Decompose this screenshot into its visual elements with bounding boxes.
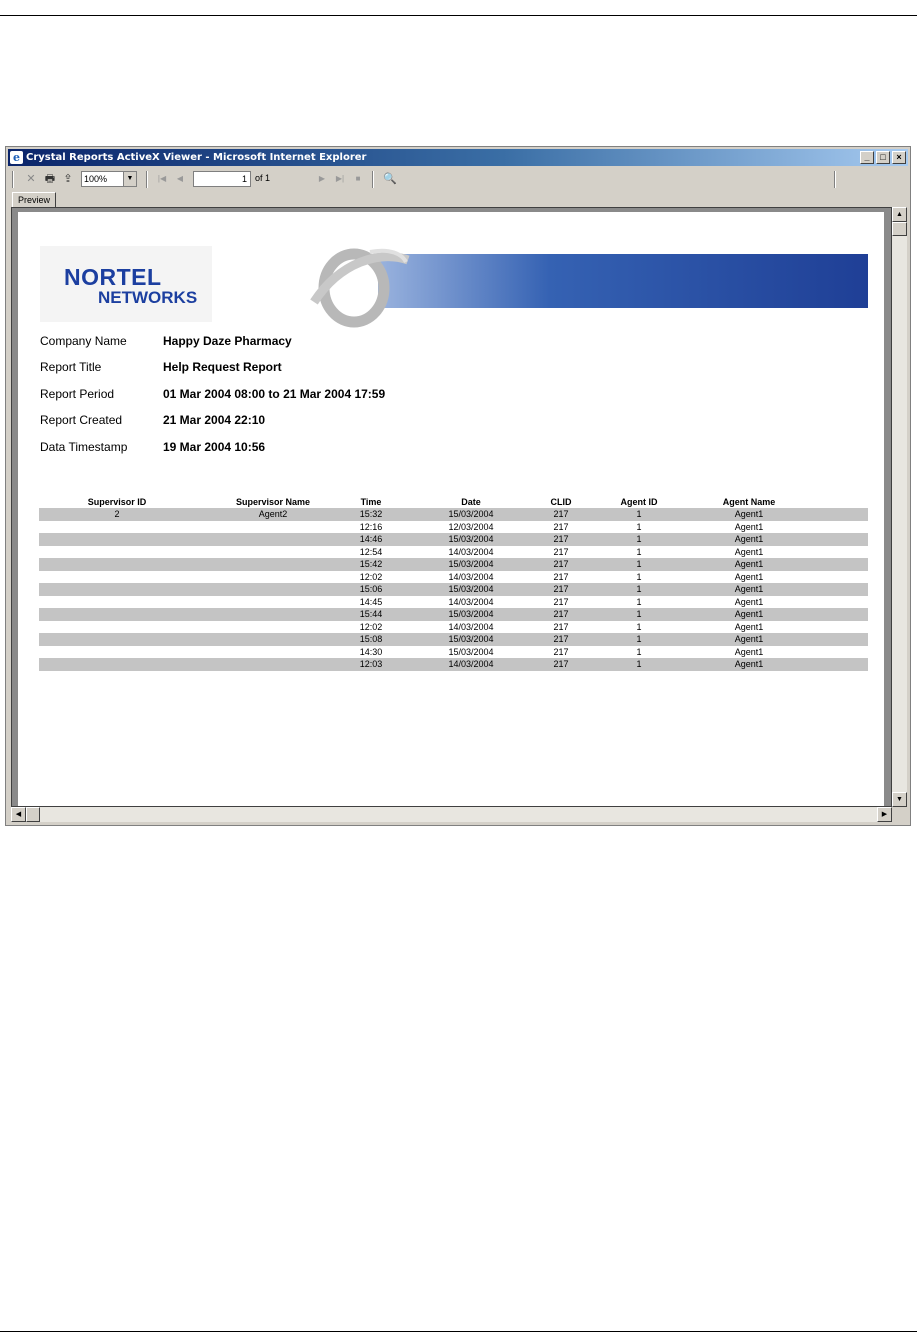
browser-window (5, 146, 911, 826)
table-cell: 15/03/2004 (448, 509, 494, 519)
table-cell: 15/03/2004 (448, 634, 494, 644)
table-cell: 14/03/2004 (448, 571, 494, 582)
page-bottom-rule (0, 1331, 917, 1332)
meta-value: Happy Daze Pharmacy (163, 334, 292, 348)
table-cell: 1 (636, 571, 642, 582)
table-cell: 15/03/2004 (448, 559, 494, 569)
header-banner (378, 254, 868, 308)
table-cell: 217 (553, 621, 569, 632)
table-cell: 217 (553, 559, 569, 569)
table-cell: 14:45 (359, 596, 383, 607)
table-cell: 14:30 (359, 646, 383, 657)
table-cell: 15:06 (359, 584, 383, 594)
table-cell: 2 (114, 509, 120, 519)
table-cell: Agent1 (734, 646, 764, 657)
table-cell: 15/03/2004 (448, 584, 494, 594)
table-cell: Agent1 (734, 534, 764, 544)
print-icon[interactable]: 🖶 (44, 173, 56, 185)
table-cell: 217 (553, 646, 569, 657)
toolbar-separator (372, 171, 374, 188)
table-cell: 217 (553, 634, 569, 644)
table-row (39, 608, 868, 621)
table-cell: Agent1 (734, 521, 764, 532)
scroll-right-icon[interactable]: ▶ (877, 807, 892, 822)
horizontal-scroll-thumb[interactable] (26, 807, 40, 822)
help-request-table (39, 496, 868, 671)
previous-page-icon[interactable]: ◀ (176, 174, 184, 183)
scroll-left-icon[interactable]: ◀ (11, 807, 26, 822)
meta-label: Report Title (40, 360, 102, 374)
table-cell: 1 (636, 559, 642, 569)
table-cell: 217 (553, 509, 569, 519)
meta-value: Help Request Report (163, 360, 282, 374)
table-row (39, 546, 868, 559)
stop-icon[interactable]: ■ (355, 174, 361, 183)
meta-label: Report Created (40, 413, 123, 427)
horizontal-scrollbar[interactable] (11, 807, 892, 822)
table-cell: 15:32 (359, 509, 383, 519)
table-cell: Agent1 (734, 621, 764, 632)
meta-value: 21 Mar 2004 22:10 (163, 413, 266, 427)
column-header: Agent Name (722, 497, 776, 507)
maximize-button[interactable]: □ (876, 151, 890, 164)
table-cell: 15:44 (359, 609, 383, 619)
table-cell: Agent2 (258, 509, 288, 519)
meta-label: Company Name (40, 334, 127, 348)
meta-value: 19 Mar 2004 10:56 (163, 440, 266, 454)
table-cell: 217 (553, 546, 569, 557)
table-row (39, 508, 868, 521)
page-top-rule (0, 15, 917, 16)
meta-label: Report Period (40, 387, 115, 401)
table-row (39, 621, 868, 634)
table-cell: 12:54 (359, 546, 383, 557)
report-viewport[interactable] (11, 207, 892, 807)
table-cell: 217 (553, 584, 569, 594)
table-cell: 217 (553, 609, 569, 619)
close-button[interactable]: × (892, 151, 906, 164)
table-cell: 1 (636, 659, 642, 669)
table-cell: 217 (553, 521, 569, 532)
table-cell: 14/03/2004 (448, 546, 494, 557)
table-cell: 14/03/2004 (448, 621, 494, 632)
column-header: Agent ID (620, 497, 658, 507)
table-cell: 15/03/2004 (448, 646, 494, 657)
zoom-select[interactable] (81, 171, 137, 187)
page-count-label: of 1 (255, 173, 271, 183)
table-cell: 1 (636, 521, 642, 532)
table-cell: 12:16 (359, 521, 383, 532)
column-header: Supervisor ID (87, 497, 147, 507)
table-cell: 1 (636, 646, 642, 657)
table-cell: 15:42 (359, 559, 383, 569)
table-cell: 14/03/2004 (448, 659, 494, 669)
first-page-icon[interactable]: |◀ (157, 174, 167, 183)
column-header: Supervisor Name (235, 497, 311, 507)
tab-preview[interactable]: Preview (12, 192, 56, 210)
table-cell: 217 (553, 534, 569, 544)
table-cell: 1 (636, 609, 642, 619)
column-header: Time (360, 497, 382, 507)
toolbar-separator (834, 171, 836, 188)
table-cell: Agent1 (734, 559, 764, 569)
table-cell: 1 (636, 509, 642, 519)
next-page-icon[interactable]: ▶ (318, 174, 326, 183)
table-row (39, 571, 868, 584)
table-row (39, 646, 868, 659)
table-cell: 1 (636, 534, 642, 544)
table-cell: 1 (636, 584, 642, 594)
table-cell: 12:03 (359, 659, 383, 669)
table-row (39, 633, 868, 646)
toolbar-separator (12, 171, 14, 188)
table-cell: 1 (636, 634, 642, 644)
column-header: CLID (550, 497, 572, 507)
toolbar-separator (146, 171, 148, 188)
close-report-icon[interactable]: ✕ (26, 173, 36, 185)
table-cell: 1 (636, 621, 642, 632)
table-cell: 14/03/2004 (448, 596, 494, 607)
table-cell: Agent1 (734, 546, 764, 557)
table-cell: 1 (636, 596, 642, 607)
title-bar[interactable] (8, 149, 908, 166)
export-icon[interactable]: ⇪ (63, 173, 73, 185)
logo-text-bottom: NETWORKS (98, 288, 198, 307)
table-cell: 217 (553, 596, 569, 607)
table-header (39, 496, 868, 508)
zoom-value: 100% (84, 174, 108, 184)
table-row (39, 658, 868, 671)
tab-strip (8, 192, 908, 208)
viewer-toolbar (8, 168, 908, 190)
table-cell: Agent1 (734, 634, 764, 644)
table-cell: Agent1 (734, 596, 764, 607)
table-cell: 217 (553, 571, 569, 582)
search-icon[interactable]: 🔍 (383, 173, 397, 185)
table-cell: Agent1 (734, 509, 764, 519)
last-page-icon[interactable]: ▶| (335, 174, 345, 183)
globe-icon (310, 242, 410, 330)
table-cell: Agent1 (734, 659, 764, 669)
table-cell: Agent1 (734, 584, 764, 594)
table-row (39, 596, 868, 609)
table-cell: 15/03/2004 (448, 534, 494, 544)
table-cell: 12:02 (359, 571, 383, 582)
meta-value: 01 Mar 2004 08:00 to 21 Mar 2004 17:59 (163, 387, 386, 401)
scroll-up-icon[interactable]: ▲ (892, 207, 907, 222)
table-row (39, 583, 868, 596)
nortel-logo (40, 246, 212, 322)
table-cell: 12:02 (359, 621, 383, 632)
column-header: Date (461, 497, 481, 507)
window-title: Crystal Reports ActiveX Viewer - Microsoft Internet Explorer (26, 152, 367, 163)
vertical-scrollbar[interactable] (892, 207, 907, 807)
internet-explorer-icon: e (10, 151, 23, 164)
vertical-scroll-thumb[interactable] (892, 222, 907, 236)
logo-text-top: NORTEL (64, 264, 162, 290)
report-page (18, 212, 884, 806)
table-cell: Agent1 (734, 609, 764, 619)
table-cell: Agent1 (734, 571, 764, 582)
chevron-down-icon[interactable]: ▼ (123, 172, 136, 186)
page-number-input[interactable]: 1 (193, 171, 251, 187)
scroll-down-icon[interactable]: ▼ (892, 792, 907, 807)
table-row (39, 533, 868, 546)
table-cell: 15/03/2004 (448, 609, 494, 619)
table-cell: 1 (636, 546, 642, 557)
table-row (39, 521, 868, 534)
minimize-button[interactable]: _ (860, 151, 874, 164)
meta-label: Data Timestamp (40, 440, 128, 454)
table-cell: 217 (553, 659, 569, 669)
table-row (39, 558, 868, 571)
table-cell: 14:46 (359, 534, 383, 544)
table-cell: 12/03/2004 (448, 521, 494, 532)
table-cell: 15:08 (359, 634, 383, 644)
